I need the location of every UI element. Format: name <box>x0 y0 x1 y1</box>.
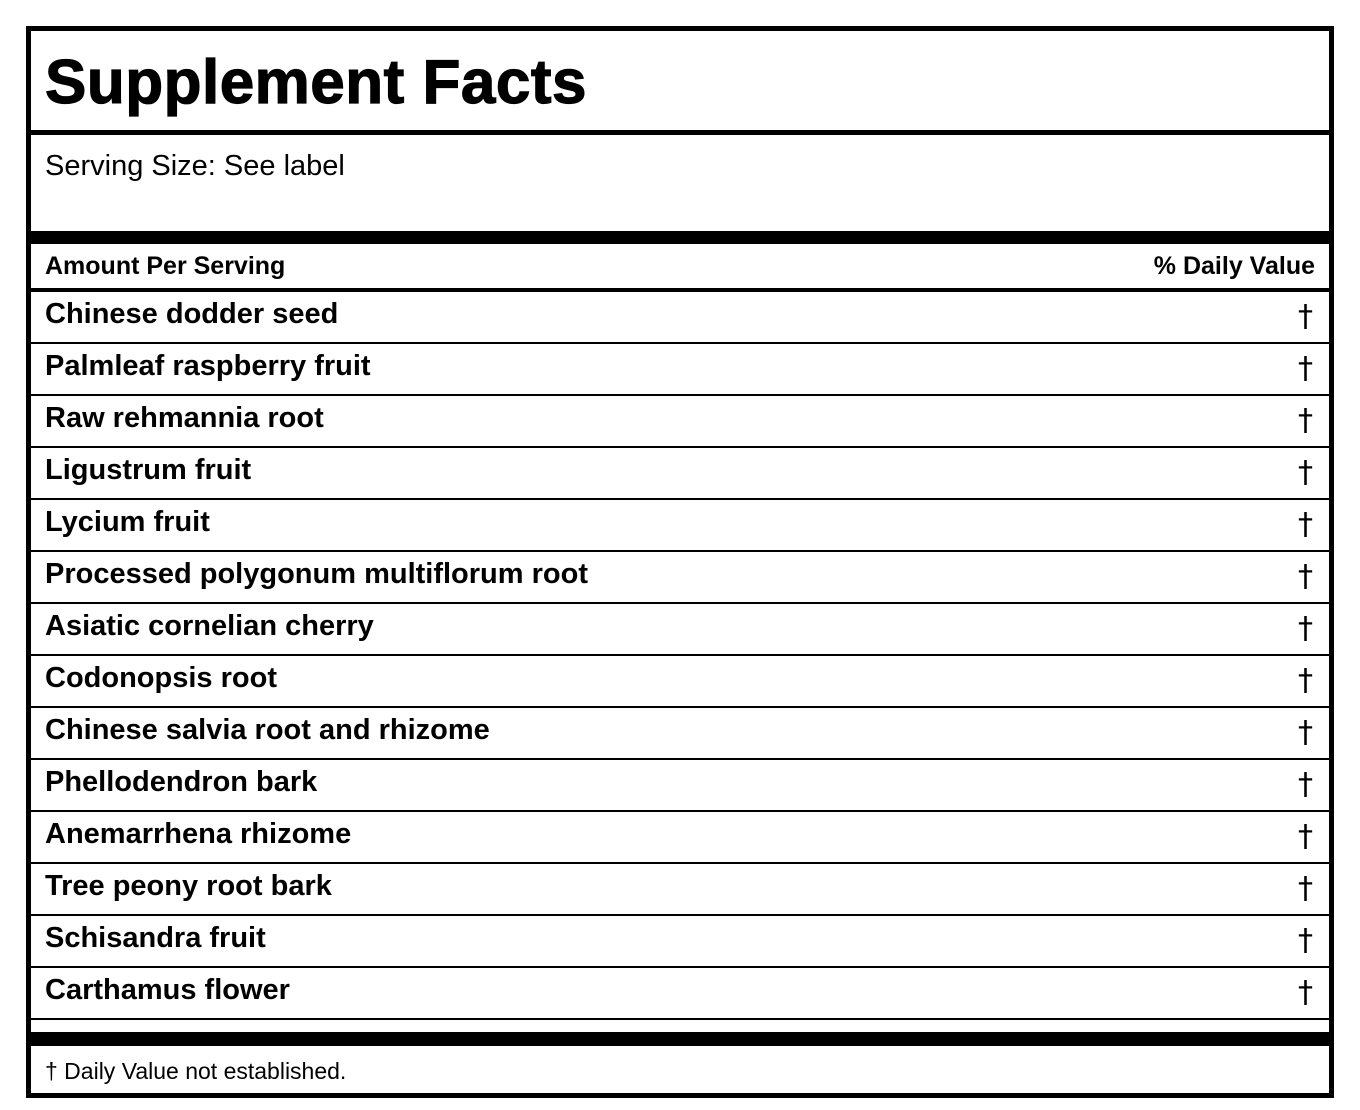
ingredient-row <box>31 916 1329 968</box>
ingredient-dv: † <box>1298 611 1313 646</box>
supplement-facts-panel <box>26 26 1334 1098</box>
ingredient-dv: † <box>1298 455 1313 490</box>
ingredient-row <box>31 812 1329 864</box>
ingredient-name: Tree peony root bark <box>45 870 332 902</box>
amount-per-serving-header: Amount Per Serving <box>45 251 286 280</box>
ingredient-dv: † <box>1298 559 1313 594</box>
serving-size: Serving Size: See label <box>45 150 345 182</box>
ingredient-row <box>31 604 1329 656</box>
ingredient-row <box>31 500 1329 552</box>
ingredient-name: Phellodendron bark <box>45 766 318 798</box>
ingredient-name: Carthamus flower <box>45 974 290 1006</box>
thick-divider <box>31 1020 1329 1046</box>
ingredient-name: Asiatic cornelian cherry <box>45 610 374 642</box>
ingredient-row <box>31 448 1329 500</box>
ingredient-name: Schisandra fruit <box>45 922 266 954</box>
ingredient-row <box>31 552 1329 604</box>
ingredient-row <box>31 292 1329 344</box>
ingredient-row <box>31 864 1329 916</box>
daily-value-header: % Daily Value <box>1153 251 1315 280</box>
ingredient-name: Processed polygonum multiflorum root <box>45 558 588 590</box>
ingredient-name: Lycium fruit <box>45 506 210 538</box>
ingredient-name: Anemarrhena rhizome <box>45 818 352 850</box>
ingredient-dv: † <box>1298 871 1313 906</box>
ingredient-dv: † <box>1298 403 1313 438</box>
title-section <box>31 31 1329 135</box>
column-header-row <box>31 244 1329 292</box>
panel-title: Supplement Facts <box>45 48 587 117</box>
ingredient-dv: † <box>1298 507 1313 542</box>
ingredient-name: Ligustrum fruit <box>45 454 252 486</box>
ingredient-dv: † <box>1298 351 1313 386</box>
ingredient-row <box>31 396 1329 448</box>
ingredient-name: Palmleaf raspberry fruit <box>45 350 371 382</box>
ingredient-dv: † <box>1298 299 1313 334</box>
footnote: † Daily Value not established. <box>45 1058 347 1084</box>
ingredient-name: Raw rehmannia root <box>45 402 324 434</box>
ingredient-dv: † <box>1298 663 1313 698</box>
ingredient-dv: † <box>1298 819 1313 854</box>
ingredient-dv: † <box>1298 767 1313 802</box>
ingredient-row <box>31 968 1329 1020</box>
serving-section <box>31 135 1329 244</box>
ingredient-row <box>31 344 1329 396</box>
ingredient-dv: † <box>1298 923 1313 958</box>
ingredient-row <box>31 708 1329 760</box>
ingredient-dv: † <box>1298 975 1313 1010</box>
ingredient-row <box>31 656 1329 708</box>
ingredient-dv: † <box>1298 715 1313 750</box>
ingredient-name: Codonopsis root <box>45 662 277 694</box>
ingredient-name: Chinese dodder seed <box>45 298 339 330</box>
ingredient-row <box>31 760 1329 812</box>
ingredient-name: Chinese salvia root and rhizome <box>45 714 490 746</box>
